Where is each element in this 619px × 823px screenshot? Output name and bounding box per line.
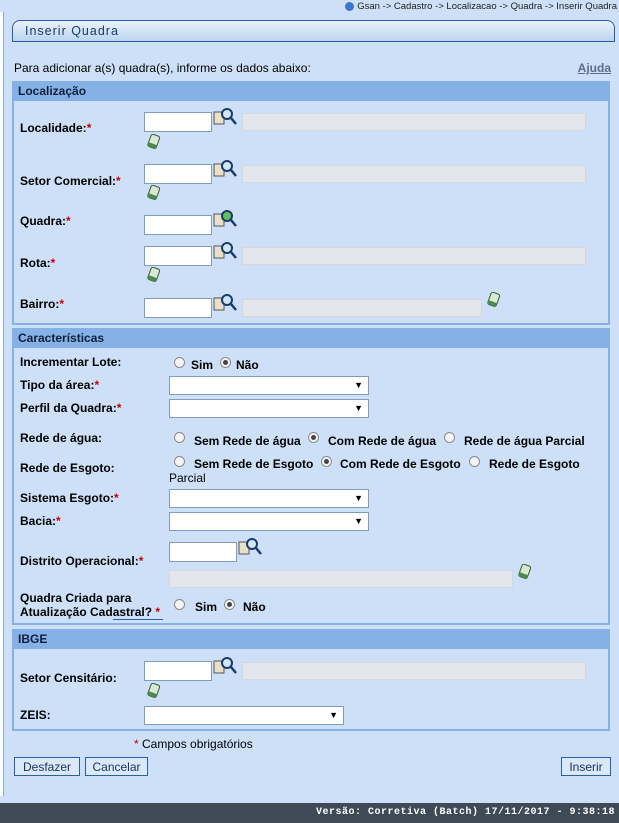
distrito-input[interactable] <box>169 542 237 562</box>
inserir-button[interactable]: Inserir <box>561 757 611 776</box>
rede-esgoto-parcial-radio[interactable] <box>469 456 480 467</box>
zeis-select[interactable] <box>144 706 344 725</box>
incrementar-lote-label: Incrementar Lote: <box>20 355 122 369</box>
chevron-down-icon: ▼ <box>354 493 363 503</box>
distrito-description <box>169 570 513 588</box>
bairro-clear-icon[interactable] <box>486 292 502 310</box>
page-title: Inserir Quadra <box>25 24 119 38</box>
rede-agua-label: Rede de água: <box>20 431 103 445</box>
rede-agua-sem-label: Sem Rede de água <box>194 434 301 448</box>
quadra-criada-sim-label: Sim <box>195 600 218 614</box>
rede-esgoto-sem-label: Sem Rede de Esgoto <box>194 457 314 471</box>
rede-agua-com-radio[interactable] <box>308 432 319 443</box>
setor-comercial-description <box>242 165 586 183</box>
rede-agua-com-label: Com Rede de água <box>328 434 437 448</box>
chevron-down-icon: ▼ <box>354 516 363 526</box>
rede-esgoto-label: Rede de Esgoto: <box>20 461 115 475</box>
tipo-area-label: Tipo da área:* <box>20 378 100 392</box>
quadra-input[interactable] <box>144 215 212 235</box>
rede-esgoto-parcial-label: Rede de Esgoto <box>489 457 580 471</box>
localidade-label: Localidade:* <box>20 121 92 135</box>
intro-text: Para adicionar a(s) quadra(s), informe os dados abaixo: <box>14 61 311 75</box>
rede-esgoto-parcial-label-cont: Parcial <box>169 471 206 485</box>
rede-esgoto-sem-radio[interactable] <box>174 456 185 467</box>
quadra-criada-label-line2: Atualização Cadastral? * <box>20 605 161 619</box>
rede-esgoto-com-radio[interactable] <box>321 456 332 467</box>
distrito-label: Distrito Operacional:* <box>20 554 144 568</box>
setor-censitario-description <box>242 662 586 680</box>
rede-agua-parcial-radio[interactable] <box>444 432 455 443</box>
rede-agua-sem-radio[interactable] <box>174 432 185 443</box>
help-link[interactable]: Ajuda <box>577 61 611 75</box>
rede-agua-parcial-label: Rede de água Parcial <box>464 434 585 448</box>
section-localizacao-title: Localização <box>14 83 608 101</box>
quadra-search-icon[interactable] <box>213 208 237 230</box>
breadcrumb <box>345 0 619 12</box>
bairro-input[interactable] <box>144 298 212 318</box>
localidade-search-icon[interactable] <box>213 106 237 128</box>
rota-clear-icon[interactable] <box>146 267 162 285</box>
setor-comercial-search-icon[interactable] <box>213 158 237 180</box>
chevron-down-icon: ▼ <box>354 403 363 413</box>
zeis-label: ZEIS: <box>20 708 51 722</box>
setor-comercial-input[interactable] <box>144 164 212 184</box>
home-icon <box>345 2 354 11</box>
incrementar-lote-nao-label: Não <box>236 358 259 372</box>
distrito-clear-icon[interactable] <box>517 564 533 582</box>
incrementar-lote-sim-radio[interactable] <box>174 357 185 368</box>
rede-esgoto-com-label: Com Rede de Esgoto <box>340 457 461 471</box>
quadra-criada-label-line1: Quadra Criada para <box>20 591 132 605</box>
rota-search-icon[interactable] <box>213 240 237 262</box>
quadra-criada-nao-radio[interactable] <box>224 599 235 610</box>
required-note: * Campos obrigatórios <box>134 737 253 751</box>
perfil-quadra-select[interactable] <box>169 399 369 418</box>
tipo-area-select[interactable] <box>169 376 369 395</box>
perfil-quadra-label: Perfil da Quadra:* <box>20 401 122 415</box>
incrementar-lote-sim-label: Sim <box>191 358 214 372</box>
sistema-esgoto-label: Sistema Esgoto:* <box>20 491 119 505</box>
bairro-description <box>242 299 482 317</box>
sistema-esgoto-select[interactable] <box>169 489 369 508</box>
bacia-select[interactable] <box>169 512 369 531</box>
breadcrumb-text: Gsan -> Cadastro -> Localizacao -> Quadra -> Inserir Quadra <box>357 0 617 12</box>
distrito-search-icon[interactable] <box>238 536 262 558</box>
rota-label: Rota:* <box>20 256 56 270</box>
bairro-label: Bairro:* <box>20 297 65 311</box>
cancelar-button[interactable]: Cancelar <box>85 757 148 776</box>
section-caracteristicas-title: Características <box>14 330 608 348</box>
localidade-clear-icon[interactable] <box>146 134 162 152</box>
chevron-down-icon: ▼ <box>354 380 363 390</box>
bacia-label: Bacia:* <box>20 514 61 528</box>
setor-censitario-label: Setor Censitário: <box>20 671 117 685</box>
incrementar-lote-nao-radio[interactable] <box>220 357 231 368</box>
bairro-search-icon[interactable] <box>213 292 237 314</box>
quadra-label: Quadra:* <box>20 214 71 228</box>
quadra-criada-sim-radio[interactable] <box>174 599 185 610</box>
quadra-criada-nao-label: Não <box>243 600 266 614</box>
desfazer-button[interactable]: Desfazer <box>14 757 80 776</box>
setor-comercial-clear-icon[interactable] <box>146 185 162 203</box>
rota-description <box>242 247 586 265</box>
quadra-criada-underline <box>113 619 163 620</box>
section-ibge-title: IBGE <box>14 631 608 649</box>
setor-censitario-search-icon[interactable] <box>213 655 237 677</box>
setor-censitario-input[interactable] <box>144 661 212 681</box>
version-footer: Versão: Corretiva (Batch) 17/11/2017 - 9:38:18 <box>0 803 619 823</box>
localidade-description <box>242 113 586 131</box>
rota-input[interactable] <box>144 246 212 266</box>
chevron-down-icon: ▼ <box>329 710 338 720</box>
left-border <box>0 12 4 796</box>
setor-censitario-clear-icon[interactable] <box>146 683 162 701</box>
page-title-bar <box>12 20 615 42</box>
localidade-input[interactable] <box>144 112 212 132</box>
setor-comercial-label: Setor Comercial:* <box>20 174 121 188</box>
